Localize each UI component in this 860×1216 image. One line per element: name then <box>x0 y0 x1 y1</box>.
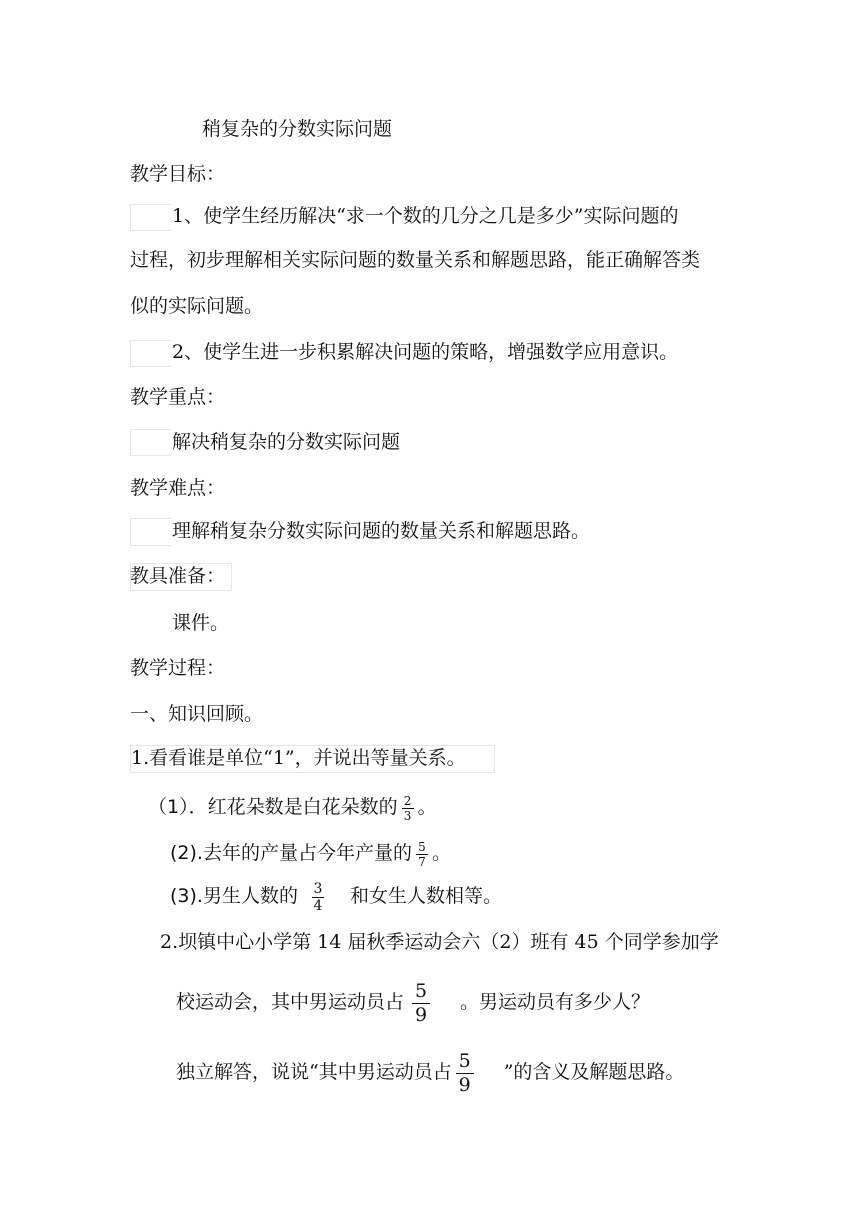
question-1a <box>148 792 437 822</box>
question-1b-text: (2).去年的产量占今年产量的 <box>170 842 412 864</box>
question-1a-suffix: 。 <box>417 796 437 818</box>
indent-marker <box>130 518 171 546</box>
fraction-numerator: 5 <box>458 1049 471 1072</box>
question-1c-text: (3).男生人数的 <box>170 885 298 907</box>
materials-text: 课件。 <box>172 612 230 634</box>
objective-1-line-1: 1、使学生经历解决“求一个数的几分之几是多少”实际问题的 <box>172 205 679 227</box>
fraction-numerator: 3 <box>313 880 323 897</box>
indent-marker <box>130 340 171 367</box>
page-title: 稍复杂的分数实际问题 <box>202 118 393 140</box>
fraction-denominator: 3 <box>403 808 412 823</box>
process-heading: 教学过程： <box>130 657 226 679</box>
question-1b <box>170 838 451 868</box>
question-2-line-3-text: 独立解答，说说“其中男运动员占 <box>176 1061 452 1083</box>
indent-marker <box>130 204 171 231</box>
objective-1-line-2: 过程，初步理解相关实际问题的数量关系和解题思路，能正确解答类 <box>130 249 701 271</box>
indent-marker <box>130 429 171 456</box>
fraction-denominator: 9 <box>414 1003 428 1026</box>
question-1c <box>170 878 502 914</box>
objectives-heading: 教学目标： <box>130 163 226 185</box>
question-2-line-3 <box>176 1044 684 1100</box>
objective-1-line-3: 似的实际问题。 <box>130 295 264 317</box>
fraction-3-4 <box>312 882 324 913</box>
question-2-line-2-text: 校运动会，其中男运动员占 <box>176 991 405 1013</box>
fraction-numerator: 5 <box>414 979 428 1002</box>
question-1a-text: （1）．红花朵数是白花朵数的 <box>148 796 398 818</box>
question-2-line-3-suffix: ”的含义及解题思路。 <box>503 1061 685 1083</box>
question-2-line-2 <box>176 974 650 1030</box>
keypoint-text: 解决稍复杂的分数实际问题 <box>172 431 401 453</box>
question-2-line-1: 2.坝镇中心小学第 14 届秋季运动会六（2）班有 45 个同学参加学 <box>160 931 719 953</box>
fraction-5-9 <box>412 979 430 1026</box>
fraction-denominator: 4 <box>313 897 323 914</box>
objective-2: 2、使学生进一步积累解决问题的策略，增强数学应用意识。 <box>172 341 679 363</box>
question-2-line-2-suffix: 。男运动员有多少人？ <box>460 991 651 1013</box>
keypoint-heading: 教学重点： <box>130 386 226 408</box>
question-1b-suffix: 。 <box>431 842 451 864</box>
materials-heading: 教具准备： <box>130 565 226 587</box>
question-1-prompt: 1.看看谁是单位“1”，并说出等量关系。 <box>131 747 466 769</box>
question-1c-suffix: 和女生人数相等。 <box>349 885 502 907</box>
section-1-heading: 一、知识回顾。 <box>130 703 264 725</box>
fraction-5-7 <box>416 841 428 868</box>
difficulty-text: 理解稍复杂分数实际问题的数量关系和解题思路。 <box>172 520 591 542</box>
fraction-denominator: 7 <box>418 854 426 869</box>
fraction-2-3 <box>402 795 414 822</box>
difficulty-heading: 教学难点： <box>130 477 226 499</box>
fraction-numerator: 5 <box>418 839 426 854</box>
fraction-5-9 <box>456 1049 474 1096</box>
fraction-numerator: 2 <box>403 793 412 808</box>
fraction-denominator: 9 <box>458 1073 471 1096</box>
